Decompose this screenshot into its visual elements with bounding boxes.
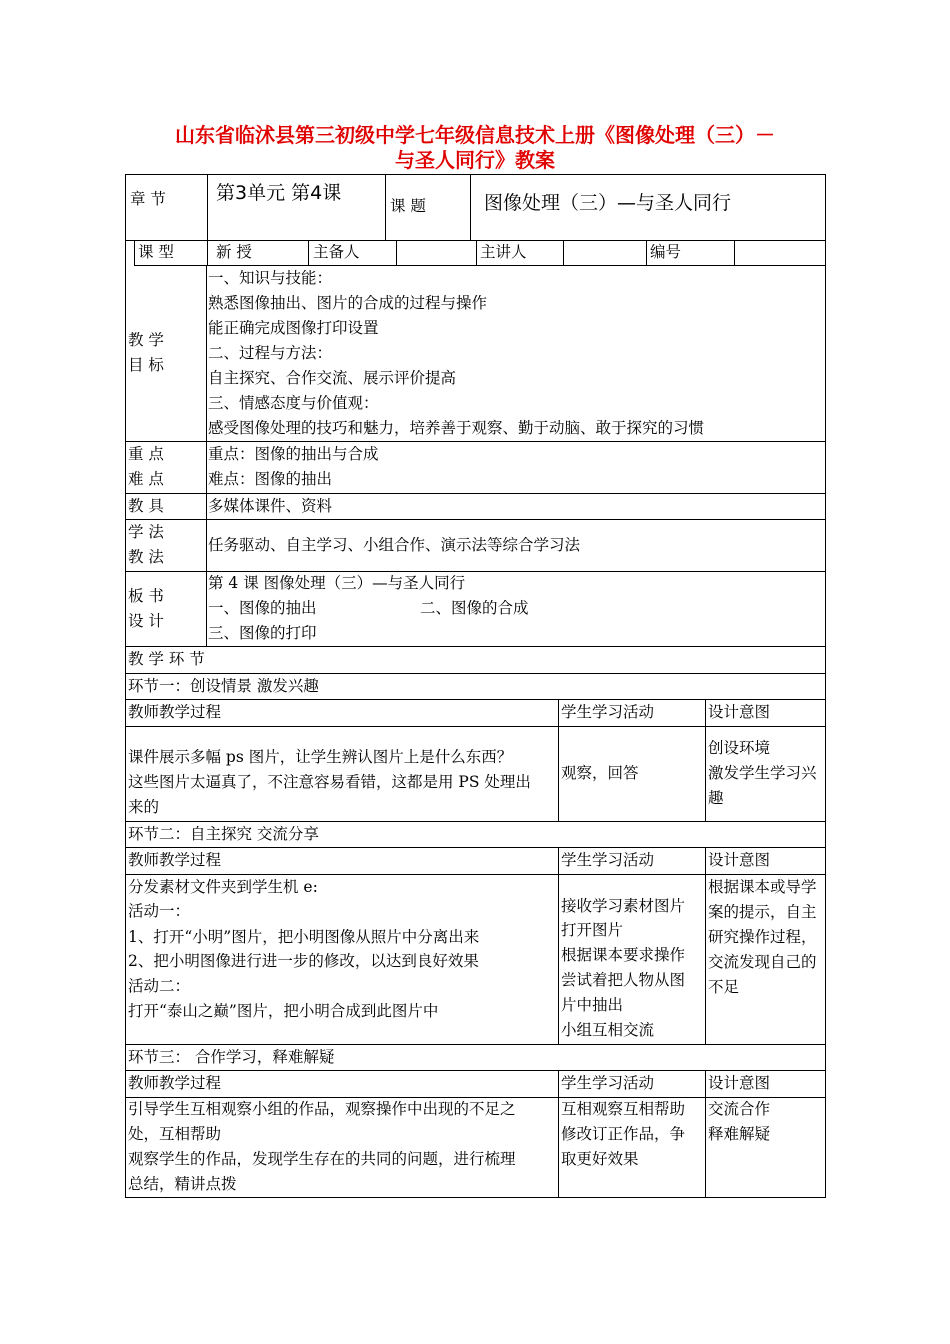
- stage2-teacher-line: 1、打开“小明”图片，把小明图像从照片中分离出来: [128, 928, 480, 946]
- stage2-teacher-line: 活动二：: [128, 977, 191, 995]
- stage2-student-line: 尝试着把人物从图: [561, 971, 686, 989]
- stage2-teacher-line: 2、把小明图像进行进一步的修改，以达到良好效果: [128, 952, 479, 970]
- stage3-student-line: 互相观察互相帮助: [561, 1100, 686, 1118]
- lecturer-label: 主讲人: [480, 243, 527, 261]
- stage1-title: 环节一：创设情景 激发兴趣: [128, 677, 319, 695]
- chapter-value: 第3单元 第4课: [216, 182, 342, 204]
- tools-value: 多媒体课件、资料: [208, 497, 333, 515]
- stage1-teacher-line: 这些图片太逼真了，不注意容易看错，这都是用 PS 处理出: [128, 773, 531, 791]
- process-title: 教 学 环 节: [128, 650, 205, 668]
- stage3-intent-line: 释难解疑: [708, 1125, 771, 1143]
- col-student: 学生学习活动: [561, 1074, 655, 1092]
- stage2-intent-line: 不足: [708, 978, 740, 996]
- stage2-intent-line: 根据课本或导学: [708, 878, 817, 896]
- stage2-teacher-line: 分发素材文件夹到学生机 e:: [128, 878, 318, 896]
- stage1-teacher-line: 来的: [128, 798, 160, 816]
- stage2-intent-line: 研究操作过程，: [708, 928, 817, 946]
- document-title-line2: 与圣人同行》教案: [395, 148, 555, 172]
- goals-label-2: 目 标: [128, 356, 164, 374]
- goal-line: 一、知识与技能：: [208, 269, 333, 287]
- stage3-teacher-line: 观察学生的作品，发现学生存在的共同的问题，进行梳理: [128, 1150, 516, 1168]
- type-value: 新 授: [216, 243, 252, 261]
- methods-label-2: 教 法: [128, 548, 164, 566]
- stage2-title: 环节二：自主探究 交流分享: [128, 825, 319, 843]
- stage2-teacher-line: 活动一：: [128, 902, 191, 920]
- stage1-teacher-line: 课件展示多幅 ps 图片，让学生辨认图片上是什么东西？: [128, 748, 513, 766]
- methods-label-1: 学 法: [128, 523, 164, 541]
- col-teacher: 教师教学过程: [128, 703, 222, 721]
- prep-label: 主备人: [313, 243, 360, 261]
- stage2-intent-line: 交流发现自己的: [708, 953, 817, 971]
- type-label: 课 型: [138, 243, 174, 261]
- goal-line: 熟悉图像抽出、图片的合成的过程与操作: [208, 294, 488, 312]
- goal-line: 自主探究、合作交流、展示评价提高: [208, 369, 457, 387]
- methods-value: 任务驱动、自主学习、小组合作、演示法等综合学习法: [208, 536, 581, 554]
- number-label: 编号: [650, 243, 682, 261]
- stage3-teacher-line: 总结，精讲点拨: [128, 1175, 237, 1193]
- board-line: 一、图像的抽出: [208, 599, 317, 617]
- stage2-student-line: 打开图片: [561, 921, 624, 939]
- board-label-1: 板 书: [128, 587, 164, 605]
- difficult-point: 难点：图像的抽出: [208, 470, 333, 488]
- document-title-line1: 山东省临沭县第三初级中学七年级信息技术上册《图像处理（三）－: [175, 123, 775, 147]
- goal-line: 感受图像处理的技巧和魅力，培养善于观察、勤于动脑、敢于探究的习惯: [208, 419, 705, 437]
- keypoints-label-1: 重 点: [128, 445, 164, 463]
- col-intent: 设计意图: [708, 1074, 771, 1092]
- topic-label: 课 题: [390, 197, 426, 215]
- tools-label: 教 具: [128, 497, 164, 515]
- key-point: 重点：图像的抽出与合成: [208, 445, 379, 463]
- stage3-teacher-line: 引导学生互相观察小组的作品，观察操作中出现的不足之: [128, 1100, 516, 1118]
- col-teacher: 教师教学过程: [128, 1074, 222, 1092]
- goal-line: 二、过程与方法：: [208, 344, 333, 362]
- stage2-student-line: 小组互相交流: [561, 1021, 655, 1039]
- stage3-intent-line: 交流合作: [708, 1100, 771, 1118]
- stage2-student-line: 接收学习素材图片: [561, 897, 686, 915]
- col-intent: 设计意图: [708, 703, 771, 721]
- stage3-student-line: 修改订正作品，争: [561, 1125, 686, 1143]
- stage3-title: 环节三： 合作学习，释难解疑: [128, 1048, 335, 1066]
- col-student: 学生学习活动: [561, 851, 655, 869]
- col-teacher: 教师教学过程: [128, 851, 222, 869]
- board-label-2: 设 计: [128, 612, 164, 630]
- stage2-teacher-line: 打开“泰山之巅”图片，把小明合成到此图片中: [128, 1002, 439, 1020]
- stage2-intent-line: 案的提示，自主: [708, 903, 817, 921]
- goal-line: 能正确完成图像打印设置: [208, 319, 379, 337]
- keypoints-label-2: 难 点: [128, 470, 164, 488]
- stage2-student-line: 根据课本要求操作: [561, 946, 686, 964]
- chapter-label: 章 节: [130, 190, 166, 208]
- goals-label-1: 教 学: [128, 331, 164, 349]
- col-intent: 设计意图: [708, 851, 771, 869]
- stage2-student-line: 片中抽出: [561, 996, 624, 1014]
- topic-value: 图像处理（三）—与圣人同行: [484, 192, 732, 214]
- stage3-teacher-line: 处，互相帮助: [128, 1125, 222, 1143]
- col-student: 学生学习活动: [561, 703, 655, 721]
- board-line: 三、图像的打印: [208, 624, 317, 642]
- stage1-intent-line: 趣: [708, 789, 724, 807]
- goal-line: 三、情感态度与价值观：: [208, 394, 379, 412]
- stage1-intent-line: 激发学生学习兴: [708, 764, 817, 782]
- stage1-student: 观察，回答: [561, 764, 639, 782]
- stage1-intent-line: 创设环境: [708, 739, 771, 757]
- board-line: 二、图像的合成: [420, 599, 529, 617]
- board-line: 第 4 课 图像处理（三）—与圣人同行: [208, 574, 466, 592]
- stage3-student-line: 取更好效果: [561, 1150, 639, 1168]
